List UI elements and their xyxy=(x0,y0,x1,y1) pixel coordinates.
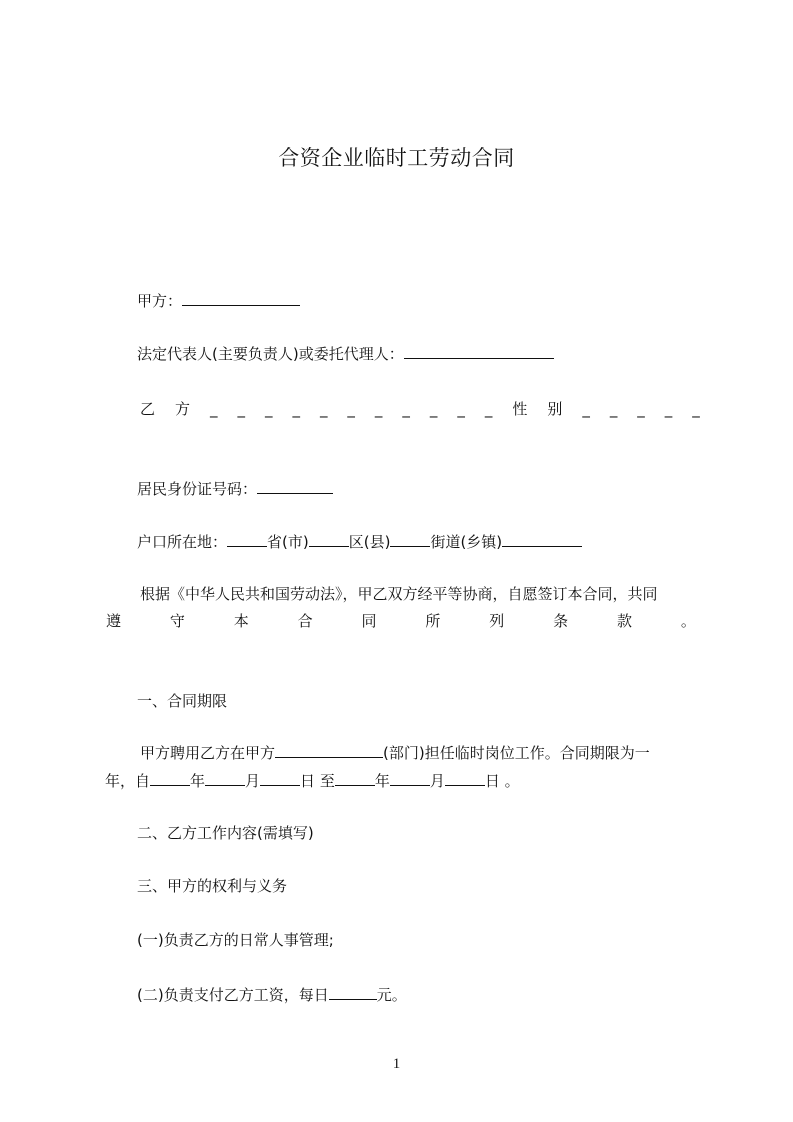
hukou-line xyxy=(137,532,582,552)
party-b-char-14: 别 xyxy=(547,400,563,418)
party-b-char-11: _ xyxy=(457,400,465,418)
hukou-street-label: 街道(乡镇) xyxy=(430,533,503,551)
party-b-char-15: _ xyxy=(582,400,590,418)
party-b-char-0: 乙 xyxy=(140,400,156,418)
section-3-heading: 三、甲方的权利与义务 xyxy=(137,877,288,895)
party-b-char-8: _ xyxy=(374,400,383,418)
end-year-blank[interactable] xyxy=(335,771,375,786)
end-day-blank[interactable] xyxy=(445,771,485,786)
intro-char-8: 款 xyxy=(617,612,633,630)
intro-char-9: 。 xyxy=(680,612,696,630)
party-b-char-5: _ xyxy=(292,400,300,418)
end-month-label: 月 xyxy=(429,772,445,790)
section-3-item-2 xyxy=(137,985,407,1005)
party-b-char-3: _ xyxy=(237,400,245,418)
end-year-label: 年 xyxy=(374,772,390,790)
party-a-blank[interactable] xyxy=(182,291,300,306)
id-number-label: 居民身份证号码： xyxy=(137,480,258,498)
party-b-char-16: _ xyxy=(609,400,618,418)
end-month-blank[interactable] xyxy=(390,771,430,786)
intro-char-5: 所 xyxy=(425,612,441,630)
party-b-char-7: _ xyxy=(347,400,355,418)
start-day-blank[interactable] xyxy=(260,771,300,786)
end-day-label: 日 。 xyxy=(484,772,520,790)
start-month-label: 月 xyxy=(245,772,261,790)
intro-line-1: 根据《中华人民共和国劳动法》，甲乙双方经平等协商，自愿签订本合同，共同 xyxy=(140,585,658,603)
start-year-blank[interactable] xyxy=(150,771,190,786)
party-b-char-17: _ xyxy=(637,400,645,418)
wage-text-a: (二)负责支付乙方工资，每日 xyxy=(137,986,329,1004)
start-year-label: 年 xyxy=(190,772,206,790)
legal-rep-line xyxy=(137,344,554,364)
intro-char-7: 条 xyxy=(553,612,569,630)
intro-char-3: 合 xyxy=(297,612,313,630)
party-b-char-12: _ xyxy=(484,400,493,418)
intro-char-2: 本 xyxy=(233,612,249,630)
party-b-char-9: _ xyxy=(402,400,410,418)
daily-wage-blank[interactable] xyxy=(329,985,377,1000)
party-b-char-6: _ xyxy=(319,400,328,418)
hukou-label: 户口所在地： xyxy=(137,533,228,551)
party-a-label: 甲方： xyxy=(137,292,183,310)
party-b-char-19: _ xyxy=(692,400,700,418)
intro-char-1: 守 xyxy=(169,612,185,630)
hukou-detail-blank[interactable] xyxy=(502,532,582,547)
section-1-paragraph-line-1 xyxy=(140,743,650,763)
page-number: 1 xyxy=(392,1056,401,1072)
party-b-char-13: 性 xyxy=(512,400,528,418)
hukou-street-blank[interactable] xyxy=(390,532,430,547)
hukou-province-blank[interactable] xyxy=(227,532,267,547)
date-prefix: 年，自 xyxy=(105,772,151,790)
party-b-gender-line xyxy=(140,399,700,419)
party-b-char-1: 方 xyxy=(175,400,191,418)
intro-char-4: 同 xyxy=(361,612,377,630)
party-b-char-2: _ xyxy=(210,400,218,418)
section-1-paragraph-line-2 xyxy=(105,771,520,791)
section-3-item-1: (一)负责乙方的日常人事管理; xyxy=(137,931,334,949)
party-b-char-10: _ xyxy=(429,400,438,418)
legal-rep-label: 法定代表人(主要负责人)或委托代理人： xyxy=(137,345,404,363)
intro-char-6: 列 xyxy=(489,612,505,630)
id-number-line xyxy=(137,479,333,499)
section-1-text-b: (部门)担任临时岗位工作。合同期限为一 xyxy=(383,744,650,762)
section-1-text-a: 甲方聘用乙方在甲方 xyxy=(140,744,276,762)
hukou-district-label: 区(县) xyxy=(348,533,391,551)
id-number-blank[interactable] xyxy=(257,479,333,494)
document-title: 合资企业临时工劳动合同 xyxy=(278,146,515,170)
start-month-blank[interactable] xyxy=(205,771,245,786)
section-1-heading: 一、合同期限 xyxy=(137,692,228,710)
party-b-char-4: _ xyxy=(264,400,273,418)
party-b-char-18: _ xyxy=(664,400,673,418)
department-blank[interactable] xyxy=(275,743,383,758)
party-a-line xyxy=(137,291,300,311)
section-2-heading: 二、乙方工作内容(需填写) xyxy=(137,824,314,842)
start-day-label: 日 至 xyxy=(300,772,335,790)
legal-rep-blank[interactable] xyxy=(404,344,554,359)
intro-line-2 xyxy=(106,611,696,631)
wage-text-b: 元。 xyxy=(376,986,407,1004)
intro-char-0: 遵 xyxy=(106,612,122,630)
hukou-district-blank[interactable] xyxy=(309,532,349,547)
hukou-province-label: 省(市) xyxy=(267,533,309,551)
